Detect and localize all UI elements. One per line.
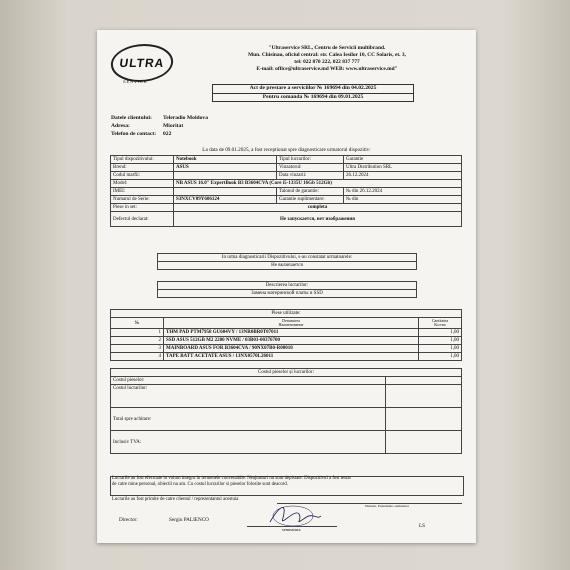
table-row: 3 MAINBOARD ASUS FOR B3604CVA / 90NX07B0-R00010 1,00 [111, 345, 462, 353]
company-header: "Ultraservice SRL, Centru de Servicii multibrand. Mun. Chisinau, oficiul central: str. Calea Iesilor 10, CC Solaris, et. 3, tel: 022 870 222, 022 837 777 E-mail: office@ultraservice.md WEB: www.ultraservice.md" [248, 45, 406, 72]
work-table: Descrierea lucrarilor: Замена материнской платы и SSD [157, 281, 417, 298]
act-title: Act de prestare a serviciilor № 169694 din 04.02.2025 Pentru comanda № 169694 din 09.01.2025 [212, 84, 414, 102]
intro-text: La data de 09.01.2025, a fost receptionat spre diagnosticare urmatorul dispozitiv: [202, 147, 371, 153]
director-name: Sergiu PALIENCO [169, 517, 209, 523]
table-row: 1 THM PAD PTM7958 GU604VY / 13NR0BR0T07011 1,00 [111, 329, 462, 337]
notes-text: Lucrarile au fost efectuate in volum integru in termenele convenabile. Neajunsuri nu sunt depistate. Dispozitivul a fost testat de catre mine personal, obiectii nu am. Cu costul lucrarilor si pieselor folosite sunt deacord. [112, 476, 351, 487]
received-text: Lucrarile au fost primite de catre clientul / reprezentantul acestuia [112, 497, 239, 502]
director-label: Director: [119, 517, 138, 523]
diagnostic-table: In urma diagnosticarii Dispozitivului, s-au constatat urmatoarele: Не включается [157, 253, 417, 270]
parts-table: Piese utilizate: № Denumirea Наименование Cantitatea Кол-во 1 THM PAD PTM7958 GU604VY / 13NR0BR0T07011 1,00 2 SSD ASUS 512GB M2 2280 NVME / 03B03-00376700 1,00 3 MAINBOARD ASUS FOR B3604CVA / 90NX07B0-R00010 1,00 4 TAPE BATT ACETATE ASUS / 13NX0570L26011 1,00 [110, 309, 462, 361]
logo-subtitle: SERVICE [123, 79, 148, 84]
device-table: Tipul dispozitivului: Notebook Tipul lucrarilor: Garantie Brend: ASUS Vinzatorul: Ultra Distribution SRL Codul marfii: Data vinzarii: 26.12.2024 Model: NB ASUS 16.0" ExpertBook B3 B3604CVA (Core i5-1335U 16Gb 512Gb) IMEI: Talonul de garantie: № din 26.12.2024 Numarul de Serie: S3NXCV09Y606124 Garantie suplimentare: № din Piese in set: completa Defectul declarat: Не запускается, нет изображения [110, 155, 462, 227]
ultra-logo: ULTRA [108, 44, 175, 82]
table-row: 4 TAPE BATT ACETATE ASUS / 13NX0570L26011 1,00 [111, 353, 462, 361]
signature-caption: semnatura [282, 527, 301, 532]
table-row: 2 SSD ASUS 512GB M2 2280 NVME / 03B03-00376700 1,00 [111, 337, 462, 345]
costs-table: Costul pieselor și lucrarilor: Costul pieselor: Costul lucrarilor: Total spre achitare: Inclusiv TVA: [110, 368, 462, 454]
received-caption: Numele, Prenumele, semnatura [365, 504, 409, 508]
client-info: Datele clientului: Teleradio Moldova Adresa: Mioritat Telefon de contact: 022 [111, 115, 209, 137]
ls-mark: LS [419, 523, 426, 529]
service-act-document [97, 30, 476, 543]
